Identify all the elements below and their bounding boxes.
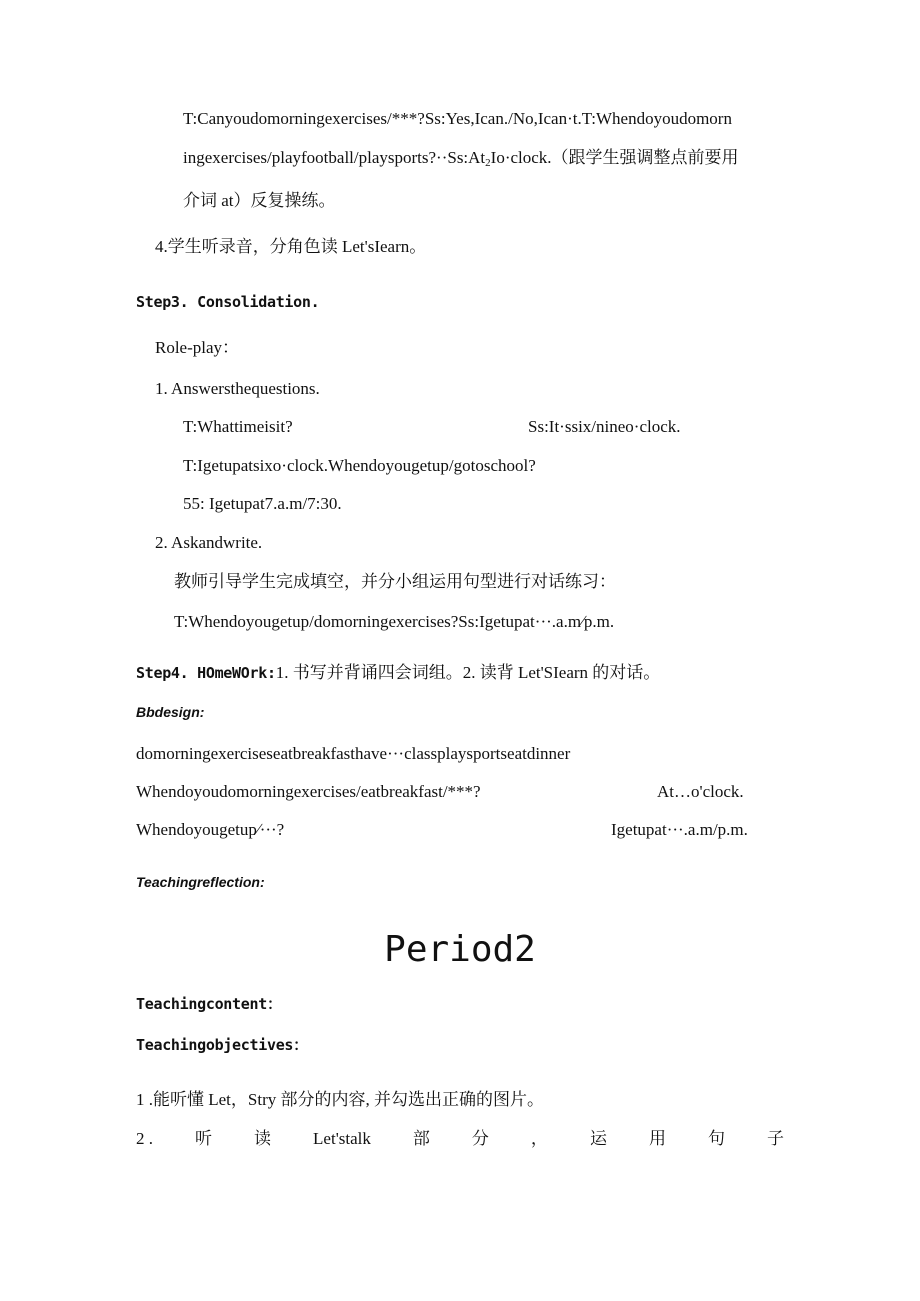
objective-2-part: 子 <box>766 1129 784 1148</box>
dialogue-line-2-sub: 2 <box>485 157 491 169</box>
period-title: Period2 <box>384 929 536 970</box>
objective-2-part: 读 <box>254 1129 272 1148</box>
objective-2-part: ， <box>530 1129 548 1148</box>
objective-2-part: 部 <box>412 1129 430 1148</box>
teaching-content-heading: Teachingcontent： <box>136 995 282 1013</box>
step3-heading: Step3. Consolidation. <box>136 293 320 311</box>
reflection-heading: Teachingreflection: <box>136 874 265 890</box>
dialogue-line-2 <box>183 149 739 169</box>
question-2-instruction: 教师引导学生完成填空，并分小组运用句型进行对话练习： <box>174 572 616 591</box>
dialogue-line-2-a: ingexercises/playfootball/playsports?··Ss:At <box>183 148 486 167</box>
question-2-dialogue: T:Whendoyougetup/domorningexercises?Ss:Igetupat···.a.m∕p.m. <box>174 612 615 631</box>
bbdesign-line-1: domorningexerciseseatbreakfasthave···classplaysportseatdinner <box>136 744 571 763</box>
question-1-students: Ss:It·ssix/nineo·clock. <box>528 417 681 436</box>
question-1-teacher-2: T:Igetupatsixo·clock.Whendoyougetup/gotoschool? <box>183 456 536 475</box>
step4-text: 1. 书写并背诵四会词组。2. 读背 Let'SIearn 的对话。 <box>275 663 661 682</box>
objective-2-part: 听 <box>195 1129 213 1148</box>
objective-2-part: 用 <box>648 1129 666 1148</box>
objective-2-part: 分 <box>471 1129 489 1148</box>
question-1-answer: 55: Igetupat7.a.m/7:30. <box>183 494 342 513</box>
bbdesign-line-3-right: Igetupat···.a.m/p.m. <box>611 820 748 839</box>
question-2-label: 2. Askandwrite. <box>155 533 263 552</box>
step4-heading: Step4. HOmeWOrk: <box>136 664 276 682</box>
bbdesign-line-2-right: At…o'clock. <box>657 782 744 801</box>
bbdesign-line-3-left: Whendoyougetup∕···? <box>136 820 285 839</box>
objective-2-part: 运 <box>589 1129 607 1148</box>
bbdesign-line-2-left: Whendoyoudomorningexercises/eatbreakfast/***? <box>136 782 481 801</box>
objective-1: 1 .能听懂 Let，Stry 部分的内容, 并勾选出正确的图片。 <box>136 1090 544 1109</box>
objective-2-part: 句 <box>707 1129 725 1148</box>
question-1-teacher: T:Whattimeisit? <box>183 417 293 436</box>
bbdesign-heading: Bbdesign: <box>136 704 205 720</box>
dialogue-line-3: 介词 at）反复操练。 <box>183 191 336 210</box>
objective-2 <box>136 1130 784 1147</box>
question-1-label: 1. Answersthequestions. <box>155 379 320 398</box>
roleplay-label: Role-play： <box>155 338 240 357</box>
dialogue-line-2-b: Io·clock.（跟学生强调整点前要用 <box>490 148 739 167</box>
objective-2-part: Let'stalk <box>313 1129 371 1148</box>
teaching-objectives-heading: Teachingobjectives： <box>136 1036 308 1054</box>
objective-2-part: 2 . <box>136 1129 153 1148</box>
dialogue-line-1: T:Canyoudomorningexercises/***?Ss:Yes,Ican./No,Ican·t.T:Whendoyoudomorn <box>183 109 732 128</box>
step-item-4: 4.学生听录音，分角色读 Let'sIearn。 <box>155 237 427 256</box>
step4-line <box>136 664 660 682</box>
